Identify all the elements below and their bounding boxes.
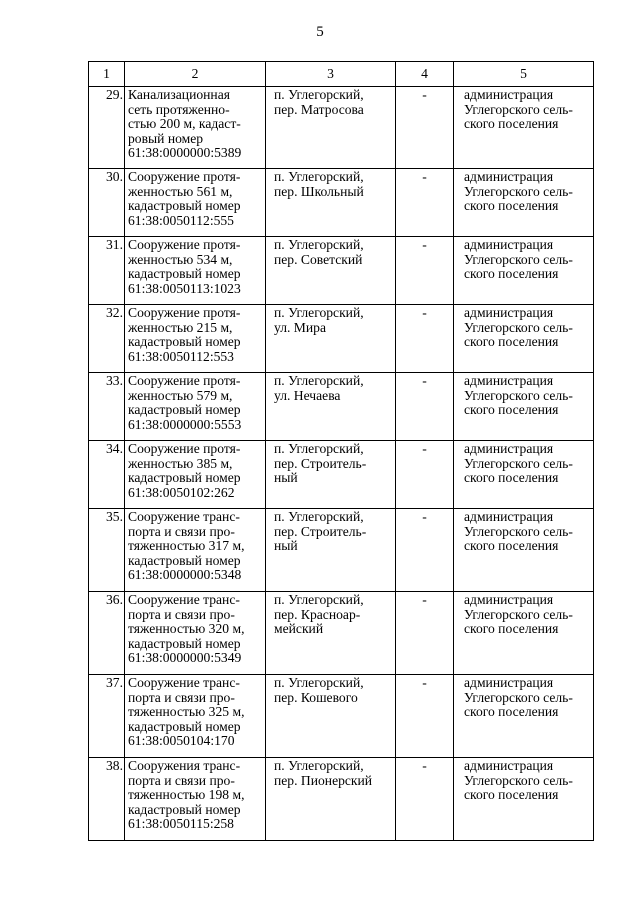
row-number-cell (89, 169, 125, 237)
holder-line: администрация (464, 592, 554, 607)
object-name-line: кадастровый номер (128, 552, 241, 568)
holder-cell (454, 509, 594, 592)
holder-line: ского поселения (464, 787, 559, 803)
holder-line: Углегорского сель- (464, 101, 573, 117)
object-name-line: Сооружение протя- (128, 441, 241, 456)
column-4-value: - (422, 87, 427, 102)
object-name-line: Сооружение протя- (128, 237, 241, 252)
object-name-line: тяженностью 317 м, (128, 538, 245, 554)
location-line: пер. Кошевого (274, 689, 358, 705)
object-name-line: сеть протяженно- (128, 101, 230, 117)
holder-line: ского поселения (464, 621, 559, 637)
holder-line: Углегорского сель- (464, 523, 573, 539)
table-row (89, 87, 594, 169)
row-number: 33. (106, 373, 123, 388)
object-name-line: тяженностью 198 м, (128, 787, 245, 803)
object-name-cell (125, 509, 266, 592)
object-name-line: кадастровый номер (128, 801, 241, 817)
holder-line: ского поселения (464, 198, 559, 214)
object-name-line: кадастровый номер (128, 334, 241, 350)
object-name-line: порта и связи про- (128, 689, 235, 705)
row-number-cell (89, 758, 125, 841)
location-line: пер. Советский (274, 251, 363, 267)
holder-line: администрация (464, 237, 554, 252)
object-name-line: 61:38:0050112:553 (128, 348, 234, 364)
row-number: 36. (106, 592, 123, 607)
column-4-value: - (422, 509, 427, 524)
object-name-line: женностью 561 м, (128, 183, 233, 199)
location-line: мейский (274, 621, 324, 637)
column-4-cell (396, 675, 454, 758)
object-name-line: 61:38:0050113:1023 (128, 280, 241, 296)
column-4-cell (396, 758, 454, 841)
location-line: пер. Школьный (274, 183, 364, 199)
holder-line: ского поселения (464, 334, 559, 350)
holder-line: Углегорского сель- (464, 319, 573, 335)
location-cell (266, 509, 396, 592)
row-number-cell (89, 592, 125, 675)
location-line: ный (274, 538, 298, 554)
column-4-cell (396, 305, 454, 373)
location-cell (266, 169, 396, 237)
row-number-cell (89, 373, 125, 441)
location-line: ул. Нечаева (274, 387, 341, 403)
header-cell: 5 (454, 62, 594, 87)
object-name-line: 61:38:0050115:258 (128, 816, 234, 832)
column-4-value: - (422, 169, 427, 184)
column-4-cell (396, 169, 454, 237)
holder-line: Углегорского сель- (464, 772, 573, 788)
row-number: 37. (106, 675, 123, 690)
object-name-line: 61:38:0050102:262 (128, 484, 235, 500)
table-row (89, 237, 594, 305)
object-name-line: кадастровый номер (128, 718, 241, 734)
object-name-line: тяженностью 325 м, (128, 704, 245, 720)
holder-line: ского поселения (464, 402, 559, 418)
holder-cell (454, 305, 594, 373)
object-name-cell (125, 373, 266, 441)
object-name-line: ровый номер (128, 130, 204, 146)
location-line: п. Углегорский, (274, 87, 364, 102)
object-name-line: 61:38:0050104:170 (128, 733, 235, 749)
holder-line: ского поселения (464, 470, 559, 486)
column-4-cell (396, 87, 454, 169)
column-4-value: - (422, 305, 427, 320)
holder-cell (454, 675, 594, 758)
holder-line: администрация (464, 373, 554, 388)
object-name-line: кадастровый номер (128, 198, 241, 214)
row-number: 35. (106, 509, 123, 524)
row-number: 30. (106, 169, 123, 184)
holder-line: ского поселения (464, 116, 559, 132)
holder-line: Углегорского сель- (464, 387, 573, 403)
header-cell: 1 (89, 62, 125, 87)
object-name-line: 61:38:0000000:5349 (128, 650, 242, 666)
location-cell (266, 237, 396, 305)
column-4-value: - (422, 758, 427, 773)
object-name-line: Сооружение протя- (128, 169, 241, 184)
location-line: п. Углегорский, (274, 592, 364, 607)
holder-cell (454, 237, 594, 305)
location-line: п. Углегорский, (274, 237, 364, 252)
page-number: 5 (316, 24, 324, 40)
holder-line: ского поселения (464, 538, 559, 554)
table-row (89, 305, 594, 373)
column-4-value: - (422, 441, 427, 456)
row-number: 32. (106, 305, 123, 320)
holder-cell (454, 441, 594, 509)
location-line: п. Углегорский, (274, 169, 364, 184)
holder-line: администрация (464, 305, 554, 320)
holder-line: администрация (464, 758, 554, 773)
holder-line: Углегорского сель- (464, 251, 573, 267)
object-name-line: Сооружение протя- (128, 305, 241, 320)
location-line: ный (274, 470, 298, 486)
location-cell (266, 592, 396, 675)
object-name-line: тяженностью 320 м, (128, 621, 245, 637)
property-registry-table (88, 61, 594, 841)
object-name-line: кадастровый номер (128, 402, 241, 418)
object-name-cell (125, 592, 266, 675)
row-number-cell (89, 237, 125, 305)
location-line: пер. Строитель- (274, 455, 367, 471)
location-line: п. Углегорский, (274, 509, 364, 524)
object-name-cell (125, 441, 266, 509)
column-4-cell (396, 373, 454, 441)
column-4-value: - (422, 373, 427, 388)
object-name-line: порта и связи про- (128, 606, 235, 622)
object-name-cell (125, 758, 266, 841)
object-name-line: Сооружения транс- (128, 758, 241, 773)
location-cell (266, 441, 396, 509)
holder-line: администрация (464, 87, 554, 102)
table-row (89, 169, 594, 237)
object-name-line: женностью 579 м, (128, 387, 233, 403)
location-line: пер. Матросова (274, 101, 364, 117)
table-row (89, 509, 594, 592)
object-name-line: Канализационная (128, 87, 230, 102)
holder-line: Углегорского сель- (464, 689, 573, 705)
holder-line: Углегорского сель- (464, 183, 573, 199)
location-line: п. Углегорский, (274, 373, 364, 388)
holder-line: ского поселения (464, 266, 559, 282)
column-4-cell (396, 441, 454, 509)
object-name-line: женностью 385 м, (128, 455, 233, 471)
header-cell: 4 (396, 62, 454, 87)
column-4-cell (396, 509, 454, 592)
holder-line: администрация (464, 169, 554, 184)
row-number: 34. (106, 441, 123, 456)
location-line: ул. Мира (274, 319, 326, 335)
holder-cell (454, 169, 594, 237)
holder-cell (454, 758, 594, 841)
object-name-line: 61:38:0050112:555 (128, 212, 234, 228)
location-line: пер. Пионерский (274, 772, 373, 788)
object-name-line: 61:38:0000000:5348 (128, 567, 242, 583)
location-line: пер. Строитель- (274, 523, 367, 539)
table-row (89, 758, 594, 841)
column-4-cell (396, 592, 454, 675)
object-name-line: кадастровый номер (128, 635, 241, 651)
location-line: п. Углегорский, (274, 305, 364, 320)
row-number: 38. (106, 758, 123, 773)
location-line: пер. Красноар- (274, 606, 361, 622)
object-name-line: стью 200 м, кадаст- (128, 116, 241, 132)
holder-cell (454, 373, 594, 441)
table-row (89, 675, 594, 758)
column-4-value: - (422, 237, 427, 252)
row-number-cell (89, 441, 125, 509)
row-number: 31. (106, 237, 123, 252)
location-line: п. Углегорский, (274, 441, 364, 456)
object-name-cell (125, 675, 266, 758)
holder-line: администрация (464, 509, 554, 524)
column-4-value: - (422, 675, 427, 690)
location-cell (266, 305, 396, 373)
object-name-line: 61:38:0000000:5389 (128, 145, 242, 161)
location-line: п. Углегорский, (274, 758, 364, 773)
row-number-cell (89, 509, 125, 592)
row-number-cell (89, 87, 125, 169)
location-cell (266, 87, 396, 169)
row-number-cell (89, 305, 125, 373)
object-name-line: 61:38:0000000:5553 (128, 416, 242, 432)
object-name-line: женностью 534 м, (128, 251, 233, 267)
location-line: п. Углегорский, (274, 675, 364, 690)
row-number: 29. (106, 87, 123, 102)
object-name-line: Сооружение протя- (128, 373, 241, 388)
table-row (89, 592, 594, 675)
object-name-cell (125, 87, 266, 169)
holder-line: Углегорского сель- (464, 455, 573, 471)
row-number-cell (89, 675, 125, 758)
location-cell (266, 373, 396, 441)
holder-line: администрация (464, 675, 554, 690)
object-name-line: Сооружение транс- (128, 509, 240, 524)
object-name-cell (125, 237, 266, 305)
object-name-line: Сооружение транс- (128, 592, 240, 607)
column-4-cell (396, 237, 454, 305)
object-name-cell (125, 305, 266, 373)
object-name-line: Сооружение транс- (128, 675, 240, 690)
object-name-cell (125, 169, 266, 237)
table-row (89, 441, 594, 509)
holder-cell (454, 592, 594, 675)
holder-line: Углегорского сель- (464, 606, 573, 622)
location-cell (266, 675, 396, 758)
object-name-line: кадастровый номер (128, 470, 241, 486)
header-cell: 3 (266, 62, 396, 87)
column-4-value: - (422, 592, 427, 607)
holder-line: администрация (464, 441, 554, 456)
object-name-line: порта и связи про- (128, 772, 235, 788)
object-name-line: женностью 215 м, (128, 319, 233, 335)
holder-line: ского поселения (464, 704, 559, 720)
object-name-line: порта и связи про- (128, 523, 235, 539)
object-name-line: кадастровый номер (128, 266, 241, 282)
header-cell: 2 (125, 62, 266, 87)
table-row (89, 373, 594, 441)
location-cell (266, 758, 396, 841)
header-row (89, 62, 594, 87)
holder-cell (454, 87, 594, 169)
